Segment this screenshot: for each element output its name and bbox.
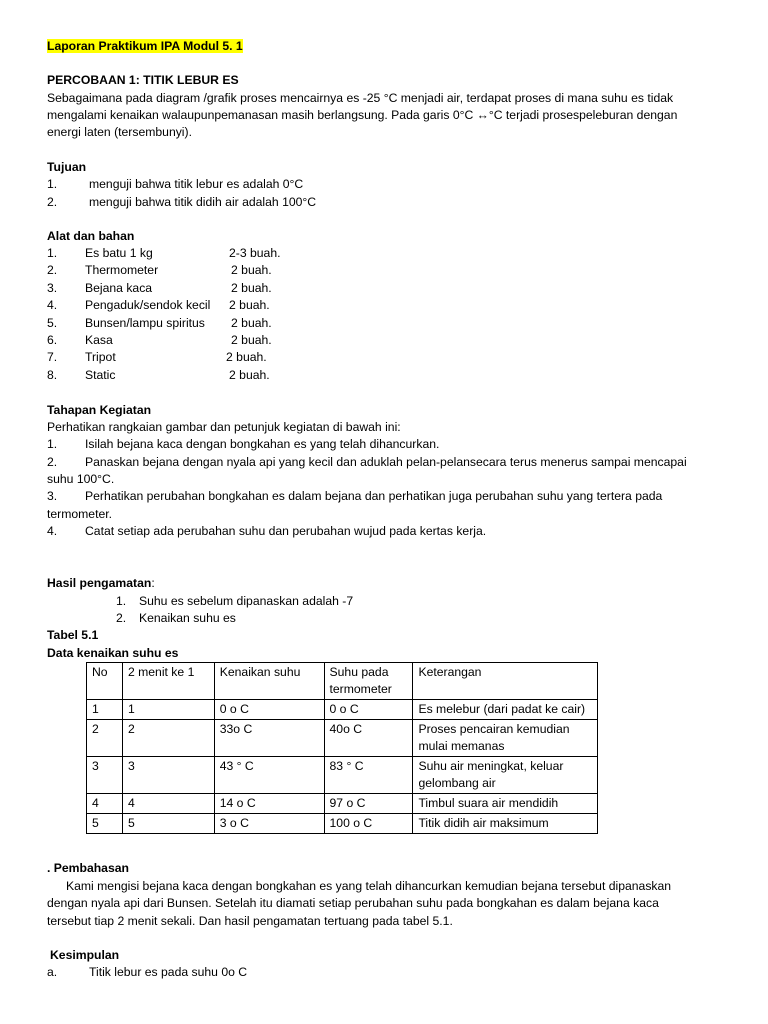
table-cell: Timbul suara air mendidih xyxy=(413,794,598,814)
table-row xyxy=(87,720,598,757)
table-cell: 0 o C xyxy=(214,700,324,720)
table-cell: 5 xyxy=(87,814,123,834)
table-cell: 4 xyxy=(87,794,123,814)
tujuan-item-text: menguji bahwa titik lebur es adalah 0°C xyxy=(89,177,304,191)
tahapan-step-text: Panaskan bejana dengan nyala api yang kecil dan aduklah pelan-pelansecara terus menerus sampai mencapai xyxy=(85,455,687,469)
alat-item-qty: 2 buah. xyxy=(231,281,272,295)
tahapan-step-cont: suhu 100°C. xyxy=(47,472,115,486)
table-row xyxy=(87,757,598,794)
alat-item-num: 5. xyxy=(47,316,58,330)
alat-item-name: Es batu 1 kg xyxy=(85,246,153,260)
table-row xyxy=(87,814,598,834)
table-cell: Es melebur (dari padat ke cair) xyxy=(413,700,598,720)
tahapan-step-num: 4. xyxy=(47,524,58,538)
table-cell: 0 o C xyxy=(324,700,413,720)
table-cell: 5 xyxy=(122,814,214,834)
tujuan-item-text: menguji bahwa titik didih air adalah 100°C xyxy=(89,195,317,209)
header-no: No xyxy=(87,663,123,700)
alat-item-num: 8. xyxy=(47,368,58,382)
alat-item-num: 1. xyxy=(47,246,58,260)
alat-heading: Alat dan bahan xyxy=(47,229,135,243)
observation-table xyxy=(86,662,598,834)
alat-item-qty: 2 buah. xyxy=(231,333,272,347)
hasil-item-text: Kenaikan suhu es xyxy=(139,611,236,625)
hasil-colon: : xyxy=(151,576,155,590)
header-keterangan: Keterangan xyxy=(413,663,598,700)
alat-item-name: Static xyxy=(85,368,116,382)
table-cell: 3 xyxy=(122,757,214,794)
report-title-highlight: Laporan Praktikum IPA Modul 5. 1 xyxy=(47,39,243,53)
hasil-heading-line xyxy=(47,575,155,592)
table-cell: Suhu air meningkat, keluar gelombang air xyxy=(413,757,598,794)
tahapan-step-num: 2. xyxy=(47,455,58,469)
alat-item-num: 6. xyxy=(47,333,58,347)
tujuan-item-num: 2. xyxy=(47,195,58,209)
alat-item-name: Pengaduk/sendok kecil xyxy=(85,298,211,312)
table-header-row xyxy=(87,663,598,700)
table-row xyxy=(87,700,598,720)
alat-item-num: 3. xyxy=(47,281,58,295)
table-subcaption: Data kenaikan suhu es xyxy=(47,646,179,660)
pembahasan-line-3: tersebut tiap 2 menit sekali. Dan hasil pengamatan tertuang pada tabel 5.1. xyxy=(47,914,453,928)
pembahasan-heading: . Pembahasan xyxy=(47,861,129,875)
alat-item-name: Bunsen/lampu spiritus xyxy=(85,316,205,330)
tahapan-step-text: Perhatikan perubahan bongkahan es dalam bejana dan perhatikan juga perubahan suhu yang tertera pada xyxy=(85,489,663,503)
table-cell: 97 o C xyxy=(324,794,413,814)
tahapan-step-cont: termometer. xyxy=(47,507,113,521)
alat-item-name: Tripot xyxy=(85,350,116,364)
alat-item-name: Kasa xyxy=(85,333,113,347)
tujuan-heading: Tujuan xyxy=(47,160,87,174)
table-cell: 14 o C xyxy=(214,794,324,814)
intro-line-3: energi laten (tersembunyi). xyxy=(47,125,192,139)
table-cell: 3 o C xyxy=(214,814,324,834)
tujuan-item-num: 1. xyxy=(47,177,58,191)
table-row xyxy=(87,794,598,814)
table-cell: 40o C xyxy=(324,720,413,757)
kesimpulan-item-text: Titik lebur es pada suhu 0o C xyxy=(89,965,248,979)
hasil-item-num: 2. xyxy=(116,611,127,625)
alat-item-qty: 2 buah. xyxy=(229,298,270,312)
pembahasan-line-1: Kami mengisi bejana kaca dengan bongkahan es yang telah dihancurkan kemudian bejana tersebut dipanaskan xyxy=(66,879,672,893)
experiment-heading: PERCOBAAN 1: TITIK LEBUR ES xyxy=(47,73,239,87)
kesimpulan-item-num: a. xyxy=(47,965,58,979)
alat-item-qty: 2-3 buah. xyxy=(229,246,281,260)
alat-item-qty: 2 buah. xyxy=(229,368,270,382)
tahapan-step-num: 1. xyxy=(47,437,58,451)
alat-item-name: Bejana kaca xyxy=(85,281,153,295)
alat-item-qty: 2 buah. xyxy=(226,350,267,364)
table-cell: 2 xyxy=(122,720,214,757)
pembahasan-line-2: dengan nyala api dari Bunsen. Setelah itu diamati setiap perubahan suhu pada bongkahan es dalam bejana kaca xyxy=(47,896,659,910)
intro-line-2: mengalami kenaikan walaupunpemanasan masih berlangsung. Pada garis 0°C ↔°C terjadi prosespeleburan dengan xyxy=(47,108,678,122)
kesimpulan-heading: Kesimpulan xyxy=(50,948,120,962)
report-title xyxy=(47,38,243,55)
header-menit: 2 menit ke 1 xyxy=(122,663,214,700)
table-cell: 2 xyxy=(87,720,123,757)
table-cell: Proses pencairan kemudian mulai memanas xyxy=(413,720,598,757)
table-caption: Tabel 5.1 xyxy=(47,628,99,642)
table-cell: Titik didih air maksimum xyxy=(413,814,598,834)
table-cell: 83 ° C xyxy=(324,757,413,794)
tahapan-step-num: 3. xyxy=(47,489,58,503)
tahapan-heading: Tahapan Kegiatan xyxy=(47,403,152,417)
table-cell: 3 xyxy=(87,757,123,794)
alat-item-qty: 2 buah. xyxy=(231,316,272,330)
table-cell: 1 xyxy=(87,700,123,720)
header-suhu: Suhu pada termometer xyxy=(324,663,413,700)
header-kenaikan: Kenaikan suhu xyxy=(214,663,324,700)
alat-item-num: 7. xyxy=(47,350,58,364)
alat-item-num: 4. xyxy=(47,298,58,312)
tahapan-step-text: Catat setiap ada perubahan suhu dan perubahan wujud pada kertas kerja. xyxy=(85,524,487,538)
alat-item-name: Thermometer xyxy=(85,263,159,277)
alat-item-qty: 2 buah. xyxy=(231,263,272,277)
table-cell: 1 xyxy=(122,700,214,720)
intro-line-1: Sebagaimana pada diagram /grafik proses mencairnya es -25 °C menjadi air, terdapat proses di mana suhu es tidak xyxy=(47,91,674,105)
hasil-item-num: 1. xyxy=(116,594,127,608)
alat-item-num: 2. xyxy=(47,263,58,277)
table-cell: 100 o C xyxy=(324,814,413,834)
tahapan-intro: Perhatikan rangkaian gambar dan petunjuk kegiatan di bawah ini: xyxy=(47,420,401,434)
table-cell: 33o C xyxy=(214,720,324,757)
table-cell: 43 ° C xyxy=(214,757,324,794)
hasil-heading: Hasil pengamatan xyxy=(47,576,152,590)
tahapan-step-text: Isilah bejana kaca dengan bongkahan es yang telah dihancurkan. xyxy=(85,437,440,451)
hasil-item-text: Suhu es sebelum dipanaskan adalah -7 xyxy=(139,594,354,608)
table-cell: 4 xyxy=(122,794,214,814)
